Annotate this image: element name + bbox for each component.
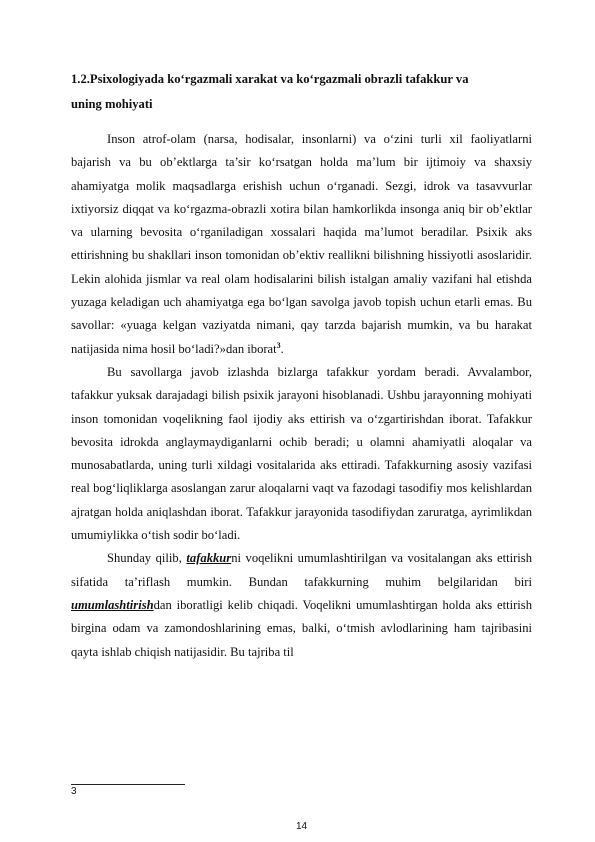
paragraph-3-part-b: ni voqelikni umumlashtirilgan va vositalangan aks ettirish sifatida ta’riflash mumkin. Bundan tafakkurning muhim belgilaridan biri bbox=[71, 551, 533, 589]
section-heading bbox=[71, 67, 532, 117]
heading-line-2: uning mohiyati bbox=[71, 97, 153, 111]
term-tafakkur: tafakkur bbox=[186, 551, 232, 566]
footnote-reference[interactable]: 3 bbox=[276, 340, 281, 350]
paragraph-3 bbox=[71, 547, 532, 663]
heading-line-1: 1.2.Psixologiyada ko‘rgazmali xarakat va ko‘rgazmali obrazli tafakkur va bbox=[71, 72, 469, 86]
paragraph-1-text: Inson atrof-olam (narsa, hodisalar, insonlarni) va o‘zini turli xil faoliyatlarni bajarish va bu ob’ektlarga ta’sir ko‘rsatgan holda ma’lum bir ijtimoiy va shaxsiy ahamiyatga molik maqsadlarga erishish uchun o‘rganadi. Sezgi, idrok va tasavvurlar ixtiyorsiz diqqat va ko‘rgazma-obrazli xotira bilan hamkorlikda insonga aniq bir ob’ektlar va ularning bevosita o‘rganiladigan xossalari haqida ma’lumot beradilar. Psixik aks ettirishning bu shakllari inson tomonidan ob’ektiv reallikni bilishning hissiyotli asoslaridir. Lekin alohida jismlar va real olam hodisalarini bilish istalgan amaliy vazifani hal etishda yuzaga keladigan uch ahamiyatga ega bo‘lgan savolga javob topish uchun etarli emas. Bu savollar: «yuaga kelgan vaziyatda nimani, qay tarzda bajarish mumkin, va bu harakat natijasida nima hosil bo‘ladi?»dan iborat bbox=[71, 132, 532, 356]
page-number: 14 bbox=[295, 821, 308, 832]
footnote-divider bbox=[71, 784, 185, 785]
footnote-number: 3 bbox=[71, 786, 77, 797]
paragraph-1-end: . bbox=[280, 341, 284, 356]
paragraph-2: Bu savollarga javob izlashda bizlarga tafakkur yordam beradi. Avvalambor, tafakkur yuksak darajadagi bilish psixik jarayoni hisoblanadi. Ushbu jarayonning mohiyati inson tomonidan voqelikning faol ijodiy aks ettirish va o‘zgartirishdan iborat. Tafakkur bevosita idrokda anglaymaydiganlarni ochib beradi; u olamni ahamiyatli aloqalar va munosabatlarda, uning turli xildagi vositalarida aks ettiradi. Tafakkurning asosiy vazifasi real bog‘liqliklarga asoslangan zarur aloqalarni vaqt va fazodagi tasodifiy mos kelishlardan ajratgan holda aniqlashdan iborat. Tafakkur jarayonida tasodifiydan zaruratga, ayrimlikdan umumiylikka o‘tish sodir bo‘ladi. bbox=[71, 364, 532, 543]
paragraph-3-part-a: Shunday qilib, bbox=[107, 551, 187, 566]
document-page bbox=[71, 0, 532, 842]
paragraph-1 bbox=[71, 128, 532, 361]
paragraph-3-part-c: dan iboratligi kelib chiqadi. Voqelikni umumlashtirgan holda aks ettirish birgina odam va zamondoshlarining emas, balki, o‘tmish avlodlarining ham tajribasini qayta ishlab chiqish natijasidir. Bu tajriba til bbox=[71, 597, 532, 659]
term-umumlashtirish: umumlashtirish bbox=[71, 597, 154, 612]
body-text bbox=[71, 128, 532, 664]
